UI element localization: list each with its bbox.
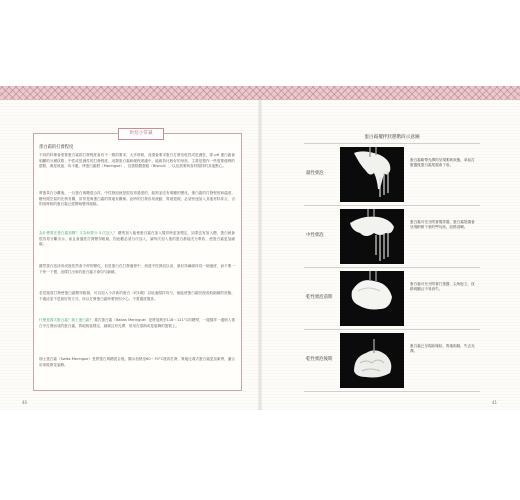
table-row [304,205,480,267]
book-gutter [258,100,262,410]
stage-label: 濕性發泡 [306,171,324,176]
tips-box-title: 烘焙小常識 [118,128,164,140]
highlight-question-sugar: 為什麼要在蛋白霜加糖？又為何要分 3 次加入？ [39,231,117,235]
table-row [304,329,480,392]
stage-label: 中性發泡 [306,233,324,238]
decorative-header-band [0,86,520,100]
paragraph-5: 若是過度打發使蛋白霜變得粗糙，可以加入少許新的蛋白（約1顆）以低速攪拌均勻，就能使蛋白霜回復成較細緻的狀態，不過這並不是最好的方式，所以打發蛋白霜時要特別小心，不要過度攪拌。 [39,291,235,301]
highlight-question-meringue: 什麼是義式蛋白霜？瑞士蛋白霜？ [39,318,94,322]
meringue-stage-table [304,133,480,392]
stage-description: 蛋白霜可充分附著打蛋器，尖角挺立，紋路明顯且不易消失。 [410,282,475,292]
paragraph-3-text: 糖的加入能使蛋白霜在加入攪拌時更加穩定，如果沒有加入糖，蛋白就會很容易分離出水，而且會過度打發變得粗糙，因此糖必須分次加入，讓每次加入後的蛋白都能充分吸收，使蛋白霜更加細緻。 [39,231,235,247]
section-heading: 蛋白霜的打發程度 [39,145,74,150]
meringue-photo-overbeaten [340,333,404,388]
stage-label: 乾性發泡後期 [306,357,333,362]
paragraph-6 [39,318,235,352]
stage-description: 蛋白霜略帶光澤的呈現柔軟狀態，拿起打蛋器後蛋白霜尾端會下垂。 [410,158,475,168]
table-row [304,143,480,205]
page-number-left: 40 [22,400,28,405]
paragraph-7: 瑞士蛋白霜（Swiss Meringue）是將蛋白與糖混合後，隔水加熱至60～70°C後再打發，質地比義式蛋白霜更加紮實，適合用來做擠花裝飾。 [39,357,235,367]
table-row [304,267,480,329]
stage-description: 蛋白霜已呈現結塊狀，質地粗糙，失去光澤。 [410,344,475,354]
paragraph-2: 將蛋黃白分離後，一旦蛋白與糖混合拌，中性發泡就是很容易過度的，能夠並沒有明顯的變化。蛋白霜的打發程度和溫度、糖份跟空氣的比例有關，常常是與蛋白霜的質地有關係。此時的打發容易流動，質地很硬，必須快速加入其他材料拌合，否則這時候的蛋白霜已經開始變得粗糙。 [39,191,235,207]
stage-description: 蛋白霜可充分附著攪拌器，蛋白霜尾端會呈現稍微下垂的彎勾狀，紋路清晰。 [410,220,475,230]
paragraph-1: 不同的料理會需要蛋白霜的打發程度會有不一樣的要求，大多時候，食譜會要求蛋白打發至乾性或是濕性，即 pH 蛋白霜會明顯的分層紋路；中性或是濕性的打發程度，這類蛋白霜軟硬程度適中，能維持比較好的形狀，主要是製作一些需要便利的甜點，像是戚風、馬卡龍、烤蛋白霜餅（Meringue），及蛋糕體蛋糕（Biscuit），以及需要與食材攪拌的其他點心。 [39,153,235,169]
meringue-photo-medium-peak [340,209,404,264]
tips-box [33,133,242,391]
paragraph-4: 雖然蛋白泡沫形成後依然會不停的變化，但是蛋白在打發過程中，到達中性發泡以前，最好持續維持同一個速度，而不要一下快一下慢，這樣打出來的蛋白霜才會均勻細緻。 [39,264,235,274]
paragraph-3 [39,231,235,259]
page-number-right: 41 [492,400,498,405]
stage-label: 乾性發泡前期 [306,295,333,300]
meringue-photo-stiff-peak [340,271,404,326]
table-title: 蛋白霜攪拌狀態階段示意圖 [364,135,420,140]
paragraph-6-text: 義式蛋白霜（Italian Meringue）是將加熱至118～121°C的糖漿，一邊攪拌一邊倒入蛋白中打發而成的蛋白霜，質地相當穩定、細緻且有光澤，常用在慕斯或是裝飾的蛋糕上。 [39,318,235,328]
meringue-photo-soft-peak [340,147,404,202]
